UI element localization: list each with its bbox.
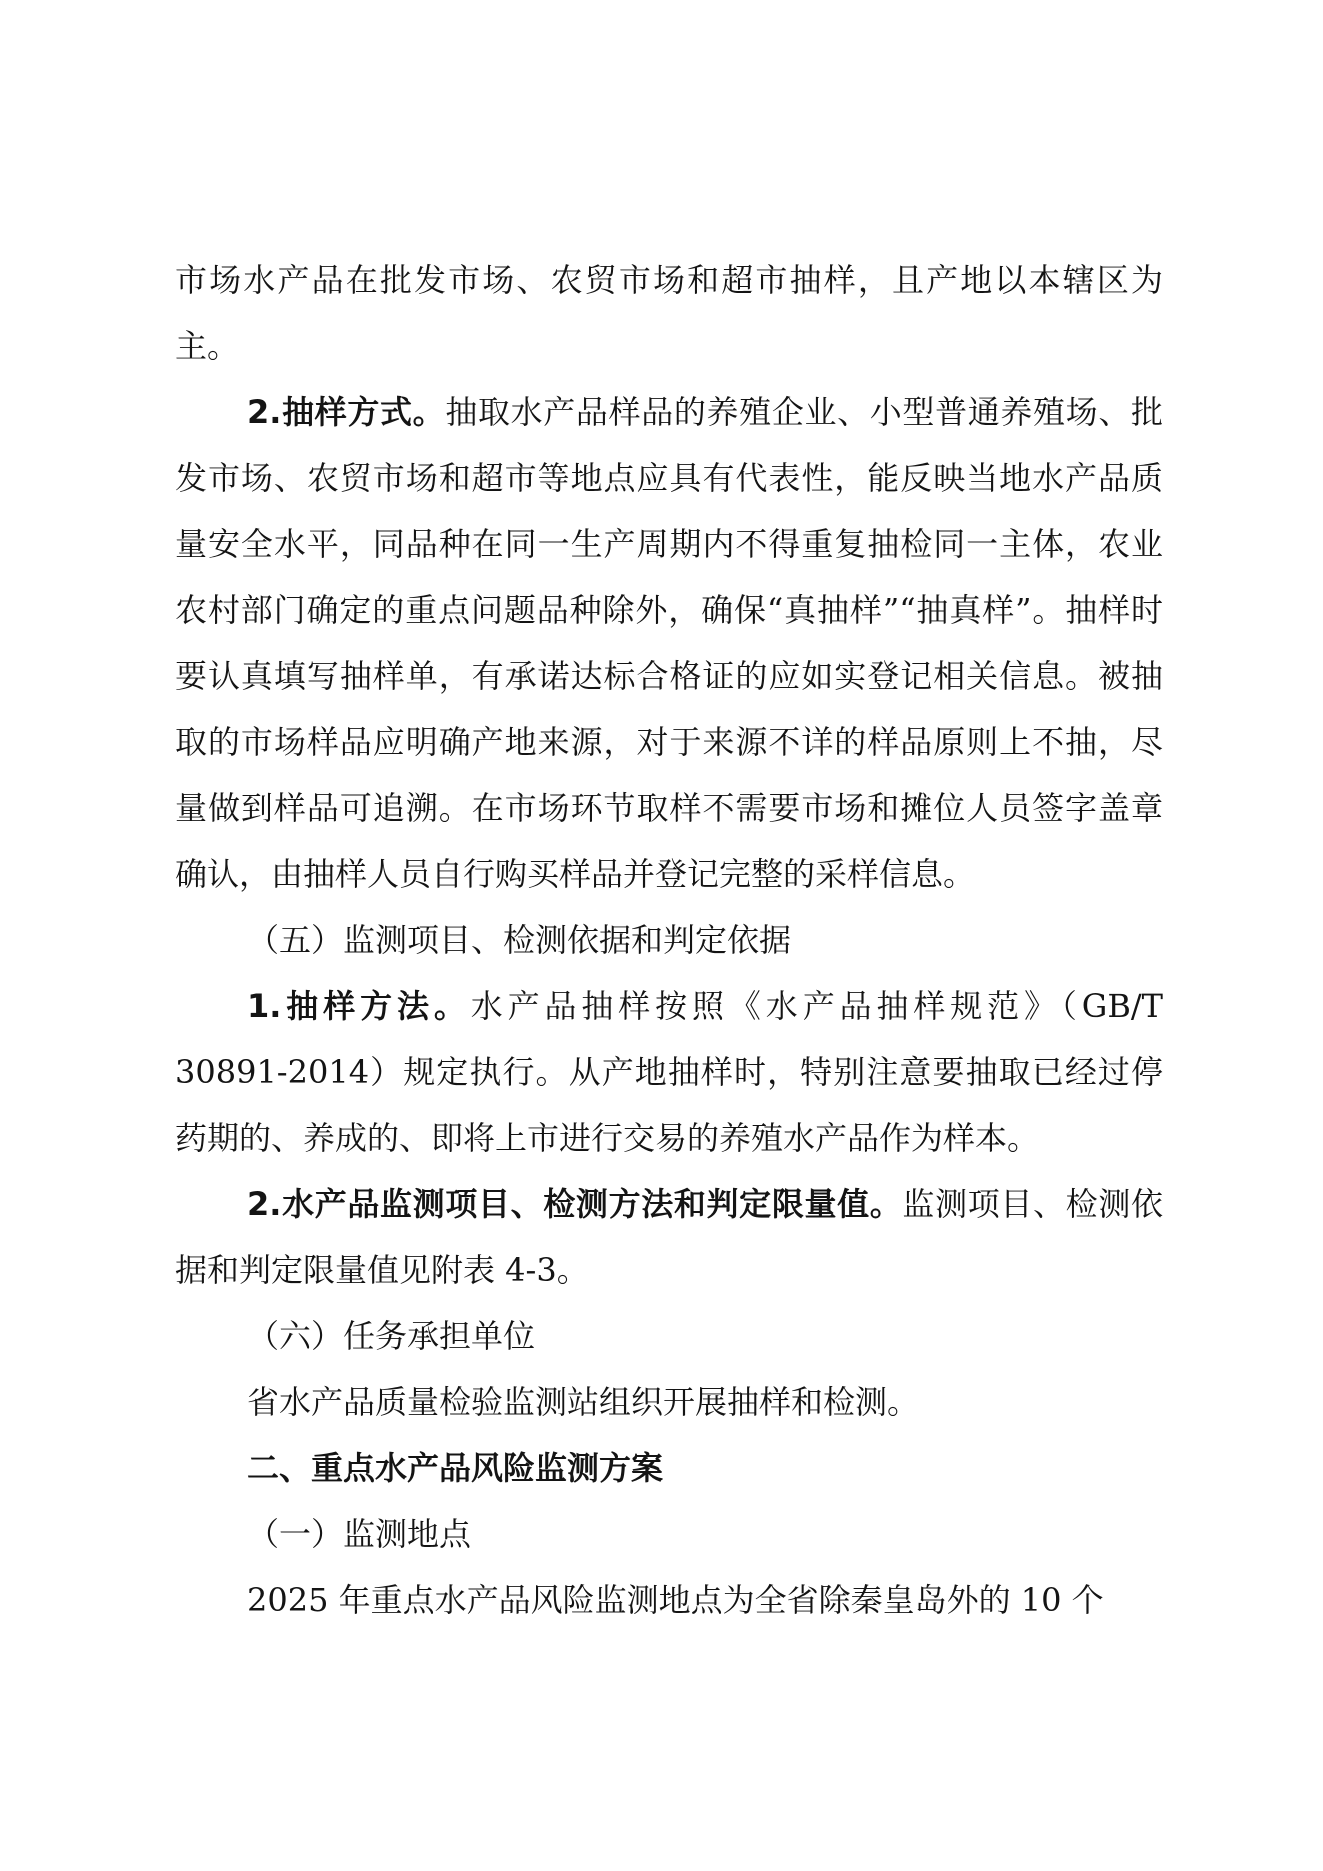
paragraph-sampling-procedure: [175, 973, 1163, 1171]
paragraph-monitoring-items: [175, 1171, 1163, 1303]
paragraph-monitoring-items-body: 监测项目、检测依据和判定限量值见附表 4-3。: [175, 1185, 1163, 1289]
paragraph-sampling-method-body: 抽取水产品样品的养殖企业、小型普通养殖场、批发市场、农贸市场和超市等地点应具有代表性，能反映当地水产品质量安全水平，同品种在同一生产周期内不得重复抽检同一主体，农业农村部门确定的重点问题品种除外，确保“真抽样”“抽真样”。抽样时要认真填写抽样单，有承诺达标合格证的应如实登记相关信息。被抽取的市场样品应明确产地来源，对于来源不详的样品原则上不抽，尽量做到样品可追溯。在市场环节取样不需要市场和摊位人员签字盖章确认，由抽样人员自行购买样品并登记完整的采样信息。: [175, 393, 1163, 893]
paragraph-sampling-method: [175, 379, 1163, 907]
heading-task-units: （六）任务承担单位: [247, 1317, 536, 1355]
heading-monitoring-locations: （一）监测地点: [247, 1515, 472, 1553]
paragraph-sampling-method-lead: 2.抽样方式。: [247, 393, 446, 431]
paragraph-sampling-location: 市场水产品在批发市场、农贸市场和超市抽样，且产地以本辖区为主。: [175, 261, 1163, 365]
paragraph-sampling-procedure-body: 水产品抽样按照《水产品抽样规范》（GB/T 30891-2014）规定执行。从产地抽样时，特别注意要抽取已经过停药期的、养成的、即将上市进行交易的养殖水产品作为样本。: [175, 987, 1163, 1157]
heading-monitoring-items: （五）监测项目、检测依据和判定依据: [247, 921, 792, 959]
paragraph-sampling-procedure-lead: 1.抽样方法。: [247, 987, 471, 1025]
heading-key-risk-plan: 二、重点水产品风险监测方案: [247, 1449, 664, 1487]
paragraph-monitoring-locations: 2025 年重点水产品风险监测地点为全省除秦皇岛外的 10 个: [247, 1581, 1104, 1619]
paragraph-monitoring-items-lead: 2.水产品监测项目、检测方法和判定限量值。: [247, 1185, 903, 1223]
document-body: [175, 247, 1163, 1633]
paragraph-task-units: 省水产品质量检验监测站组织开展抽样和检测。: [247, 1383, 920, 1421]
